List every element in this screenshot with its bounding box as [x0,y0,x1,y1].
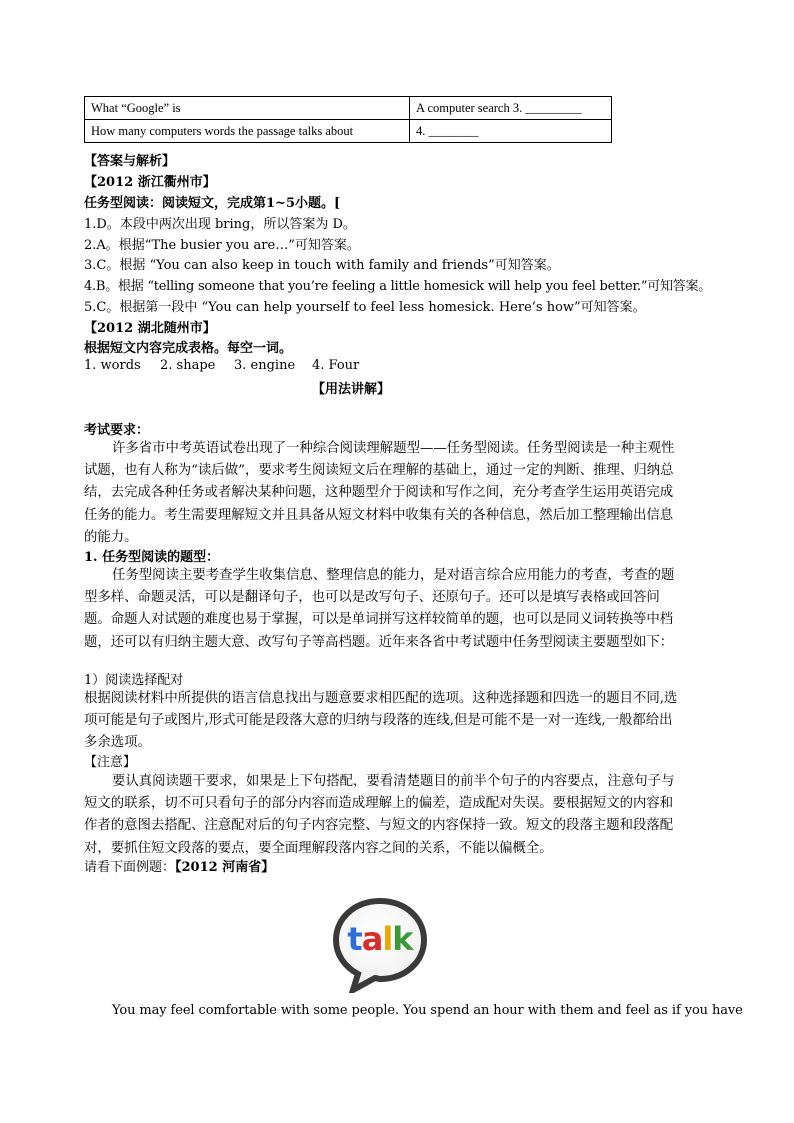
table-cell: 4. ________ [410,120,612,143]
svg-text:talk [347,920,414,958]
example-intro [84,856,274,875]
answer-word: 2. shape [160,358,216,373]
logo-letter: k [392,920,413,958]
note-paragraph: 要认真阅读题干要求，如果是上下句搭配，要看清楚题目的前半个句子的内容要点，注意句子与短文的联系，切不可只看句子的部分内容而造成理解上的偏差，造成配对失误。要根据短文的内容和作者的意图去搭配、注意配对后的句子内容完整、与短文的内容保持一致。短文的段落主题和段落配对，要抓住短文段落的要点，要全面理解段落内容之间的关系，不能以偏概全。 [84,774,675,856]
logo-letter: l [382,920,393,958]
answer-item: 4.B。根据 “telling someone that you’re feeling a little homesick will help you feel better.”可知答案。 [84,279,712,294]
requirement-paragraph: 许多省市中考英语试卷出现了一种综合阅读理解题型——任务型阅读。任务型阅读是一种主观性试题，也有人称为“读后做”，要求考生阅读短文后在理解的基础上，通过一定的判断、推理、归纳总结，去完成各种任务或者解决某种问题，这种题型介于阅读和写作之间，充分考查学生运用英语完成任务的能力。考生需要理解短文并且具备从短文材料中收集有关的各种信息，然后加工整理输出信息的能力。 [84,441,675,545]
answer-item: 1.D。本段中两次出现 bring，所以答案为 D。 [84,217,356,232]
example-source: 【2012 河南省】 [175,860,275,875]
answer-word: 3. engine [234,358,296,373]
subsection-label: 1）阅读选择配对 [84,673,184,688]
subsection-paragraph: 根据阅读材料中所提供的语言信息找出与题意要求相匹配的选项。这种选择题和四选一的题目不同,选项可能是句子或图片,形式可能是段落大意的归纳与段落的连线,但是可能不是一对一连线,一般都给出多余选项。 [84,691,678,751]
talk-logo-icon [331,895,429,993]
types-label: 1. 任务型阅读的题型： [84,550,220,565]
requirement-label: 考试要求： [84,423,150,438]
section-instruction: 任务型阅读：阅读短文，完成第1~5小题。[ [84,196,341,211]
answer-item: 5.C。根据第一段中 “You can help yourself to feel less homesick. Here’s how”可知答案。 [84,300,646,315]
table-row [85,120,612,143]
logo-letter: t [347,920,362,958]
answer-table [84,96,612,143]
table-row [85,97,612,120]
logo-letter: a [361,920,383,958]
example-label: 请看下面例题： [84,860,176,875]
types-paragraph: 任务型阅读主要考查学生收集信息、整理信息的能力，是对语言综合应用能力的考查，考查的题型多样、命题灵活，可以是翻译句子，也可以是改写句子、还原句子。还可以是填写表格或回答问题。命题人对试题的难度也易于掌握，可以是单词拼写这样较简单的题，也可以是同义词转换等中档题，还可以有归纳主题大意、改写句子等高档题。近年来各省中考试题中任务型阅读主要题型如下： [84,568,675,650]
passage-line: You may feel comfortable with some people. You spend an hour with them and feel as if you have [112,1003,743,1018]
answer-word: 1. words [84,358,141,373]
table-cell: How many computers words the passage talks about [85,120,410,143]
answers-heading: 【答案与解析】 [84,154,176,169]
table-cell: A computer search 3. _________ [410,97,612,120]
table-cell: What “Google” is [85,97,410,120]
answer-word: 4. Four [312,358,360,373]
note-label: 【注意】 [84,755,137,770]
usage-heading: 【用法讲解】 [312,382,391,397]
answer-item: 3.C。根据 “You can also keep in touch with family and friends”可知答案。 [84,258,560,273]
section-title: 【2012 浙江衢州市】 [84,175,216,190]
answer-item: 2.A。根据“The busier you are…”可知答案。 [84,238,360,253]
section-instruction: 根据短文内容完成表格。每空一词。 [84,341,293,356]
section-title: 【2012 湖北随州市】 [84,321,216,336]
